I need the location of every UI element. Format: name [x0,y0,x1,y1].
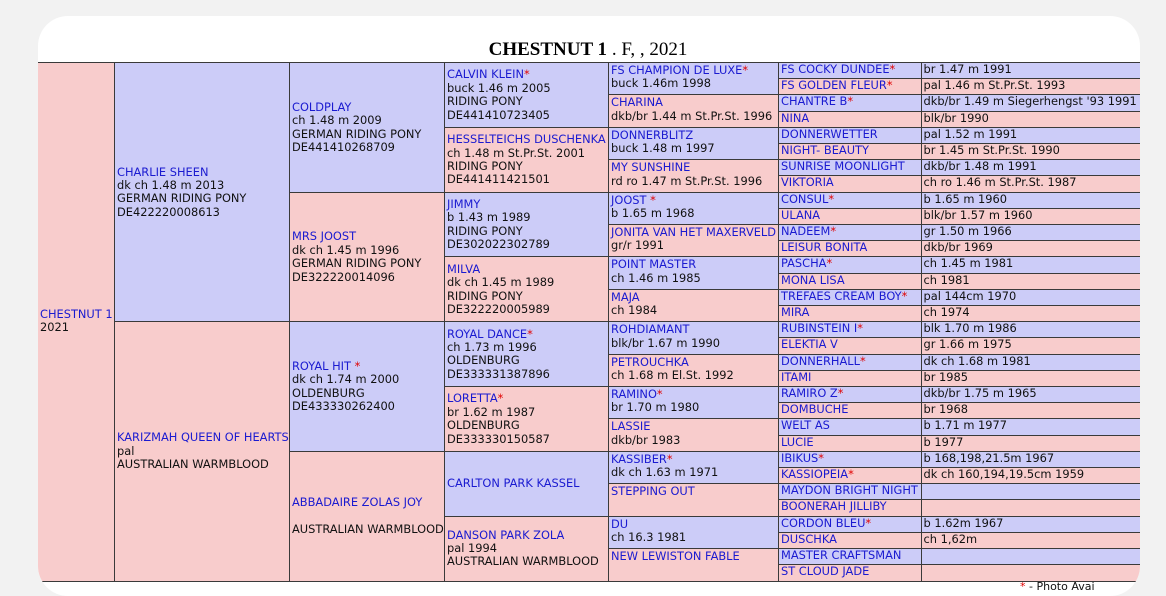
horse-name-link[interactable]: WELT AS [781,418,830,433]
photo-star-icon: * [742,63,749,77]
horse-info-text: ch 1981 [923,272,970,287]
horse-info-text: gr 1.66 m 1975 [923,337,1012,352]
horse-detail-line: pal [117,443,135,458]
horse-info-text: dkb/br 1.75 m 1965 [923,386,1037,400]
horse-cell [608,192,780,226]
horse-info-text: blk/br 1.57 m 1960 [923,207,1033,222]
horse-info-text: ch 1,62m [923,531,978,546]
horse-cell [114,321,291,582]
horse-cell [778,240,922,258]
horse-cell [778,159,922,177]
horse-detail-line: GERMAN RIDING PONY [292,256,422,271]
horse-name-link[interactable]: PETROUCHKA [611,354,689,369]
horse-cell [778,402,922,420]
horse-info-cell [921,321,1141,339]
horse-cell [608,62,780,96]
horse-cell [778,127,922,145]
horse-cell [778,208,922,226]
horse-detail-line: GERMAN RIDING PONY [117,191,247,206]
horse-info-cell [921,418,1141,436]
horse-info-cell [921,370,1141,388]
horse-name-link[interactable]: ULANA [781,207,821,222]
horse-cell [778,94,922,112]
horse-detail-line: AUSTRALIAN WARMBLOOD [292,522,444,537]
horse-info-text: dk ch 1.68 m 1981 [923,353,1031,368]
horse-cell [444,256,610,322]
horse-cell [608,127,780,161]
horse-name-link[interactable]: JONITA VAN HET MAXERVELD [611,225,777,239]
horse-cell [608,224,780,258]
horse-name-link[interactable]: SUNRISE MOONLIGHT [781,159,905,174]
photo-star-icon: * [497,391,504,406]
horse-cell [608,548,780,582]
horse-cell [778,321,922,339]
horse-info-cell [921,111,1141,129]
horse-name-link[interactable]: RAMIRO Z* [781,386,844,400]
horse-cell [778,289,922,307]
photo-star-icon: * [857,321,863,336]
horse-detail-line: DE333331387896 [447,366,550,381]
horse-info-cell [921,208,1141,226]
horse-name-link[interactable]: MONA LISA [781,272,845,287]
horse-name-link[interactable]: HESSELTEICHS DUSCHENKA [447,132,606,147]
pedigree-card [38,16,1140,596]
horse-info-text: b 168,198,21.5m 1967 [923,450,1055,465]
horse-info-cell [921,435,1141,453]
horse-info-cell [921,337,1141,355]
horse-cell [778,370,922,388]
horse-name-link[interactable]: FS GOLDEN FLEUR* [781,78,893,93]
horse-cell [289,62,446,193]
horse-cell [444,386,610,452]
horse-cell [608,483,780,517]
horse-cell [778,451,922,469]
horse-name-link[interactable]: CHARINA [611,95,663,110]
horse-cell [778,111,922,129]
horse-name-link[interactable]: CARLTON PARK KASSEL [447,476,580,491]
horse-info-text: pal 144cm 1970 [923,288,1017,303]
horse-info-text: ch ro 1.46 m St.Pr.St. 1987 [923,175,1077,190]
horse-cell [289,192,446,323]
horse-name-link[interactable]: CORDON BLEU* [781,515,872,530]
horse-cell [778,548,922,566]
photo-star-icon: * [826,256,833,271]
horse-detail-line: GERMAN RIDING PONY [292,126,422,141]
horse-detail-line: ch 16.3 1981 [611,530,687,544]
horse-name-link[interactable]: PASCHA* [781,256,833,271]
horse-detail-line: 2021 [40,320,69,335]
horse-info-cell [921,78,1141,96]
horse-detail-line: AUSTRALIAN WARMBLOOD [117,457,269,472]
horse-detail-line: RIDING PONY [447,158,523,173]
horse-cell [778,192,922,210]
horse-detail-line: ch 1.48 m 2009 [292,113,382,128]
horse-cell [778,337,922,355]
horse-detail-line: OLDENBURG [447,418,520,433]
horse-cell [608,256,780,290]
horse-detail-line: dk ch 1.63 m 1971 [611,465,719,480]
horse-detail-line: b 1.65 m 1968 [611,206,695,220]
title-details: . F, , 2021 [607,39,688,60]
photo-star-icon: * [865,515,872,530]
horse-info-cell [921,483,1141,501]
horse-name-link[interactable]: MY SUNSHINE [611,160,691,175]
horse-info-text: dkb/br 1.49 m Siegerhengst '93 1991 [923,94,1137,109]
photo-star-icon: * [646,192,656,207]
horse-detail-line: DE441410268709 [292,139,395,154]
horse-name-link[interactable]: ITAMI [781,369,812,384]
horse-info-text: b 1977 [923,434,964,449]
horse-detail-line: dkb/br 1983 [611,432,681,447]
horse-detail-line: br 1.62 m 1987 [447,404,536,419]
horse-detail-line: dk ch 1.74 m 2000 [292,372,400,387]
horse-cell [778,467,922,485]
photo-star-icon: * [818,450,824,465]
horse-info-cell [921,386,1141,404]
horse-name-link[interactable]: MASTER CRAFTSMAN [781,548,902,562]
horse-detail-line: ch 1.48 m St.Pr.St. 2001 [447,145,585,160]
horse-detail-line: buck 1.46m 1998 [611,76,711,91]
horse-name-link[interactable]: STEPPING OUT [611,484,695,499]
horse-info-text: blk 1.70 m 1986 [923,321,1017,336]
horse-cell [444,62,610,128]
horse-detail-line: DE322220005989 [447,301,550,316]
horse-name-link[interactable]: KASSIOPEIA* [781,467,854,481]
photo-available-note [1020,580,1095,593]
horse-cell [778,435,922,453]
horse-info-text: dkb/br 1969 [923,240,993,255]
horse-detail-line: DE333330150587 [447,431,550,446]
horse-info-cell [921,62,1141,80]
horse-cell [608,386,780,420]
horse-detail-line: b 1.43 m 1989 [447,210,531,225]
photo-star-icon: * [828,191,835,206]
photo-star-icon: * [837,386,844,400]
horse-name-link[interactable]: FS CHAMPION DE LUXE* [611,63,749,77]
horse-name-link[interactable]: KARIZMAH QUEEN OF HEARTS [117,430,289,445]
horse-cell [778,564,922,582]
horse-cell [778,175,922,193]
horse-cell [444,451,610,517]
horse-info-text: dk ch 160,194,19.5cm 1959 [923,467,1085,481]
horse-detail-line: gr/r 1991 [611,238,665,253]
horse-info-cell [921,94,1141,112]
horse-info-cell [921,532,1141,550]
title-horse-name: CHESTNUT 1 [488,39,608,60]
horse-name-link[interactable]: MILVA [447,261,481,276]
horse-cell [444,321,610,387]
horse-cell [778,499,922,517]
horse-detail-line: DE422220008613 [117,204,220,219]
horse-cell [608,354,780,388]
horse-info-cell [921,354,1141,372]
photo-star-icon: * [901,288,908,303]
horse-info-cell [921,289,1141,307]
horse-name-link[interactable]: JOOST * [611,192,656,207]
horse-info-cell [921,143,1141,161]
horse-detail-line: buck 1.48 m 1997 [611,141,715,156]
horse-cell [38,62,116,582]
horse-info-cell [921,305,1141,323]
horse-detail-line: ch 1.46 m 1985 [611,270,701,285]
horse-info-text: ch 1974 [923,305,970,319]
horse-name-link[interactable]: ELEKTIA V [781,337,838,352]
horse-info-text: pal 1.46 m St.Pr.St. 1993 [923,78,1066,93]
horse-cell [778,305,922,323]
horse-cell [608,289,780,323]
horse-info-text: gr 1.50 m 1966 [923,224,1012,238]
horse-cell [778,78,922,96]
horse-name-link[interactable]: BOONERAH JILLIBY [781,499,887,514]
horse-name-link[interactable]: LASSIE [611,419,651,434]
horse-detail-line: dk ch 1.45 m 1996 [292,242,400,257]
horse-detail-line [292,510,443,523]
horse-detail-line: dk ch 1.45 m 1989 [447,275,555,290]
photo-star-icon: * [666,451,673,466]
horse-cell [608,94,780,128]
horse-name-link[interactable]: CHANTRE B* [781,94,854,109]
horse-info-cell [921,240,1141,258]
horse-info-text: br 1.47 m 1991 [923,62,1012,76]
horse-name-link[interactable]: DOMBUCHE [781,402,849,417]
horse-detail-line: dk ch 1.48 m 2013 [117,177,225,192]
horse-info-cell [921,256,1141,274]
horse-name-link[interactable]: DU [611,516,629,531]
horse-name-link[interactable]: TREFAES CREAM BOY* [781,288,908,303]
horse-info-text: br 1985 [923,369,969,384]
horse-cell [778,532,922,550]
horse-name-link[interactable]: RUBINSTEIN I* [781,321,863,336]
horse-cell [444,192,610,258]
horse-info-cell [921,402,1141,420]
horse-info-text: blk/br 1990 [923,110,989,125]
horse-cell [778,516,922,534]
horse-info-cell [921,224,1141,242]
horse-name-link[interactable]: NIGHT- BEAUTY [781,143,869,157]
horse-info-cell [921,159,1141,177]
horse-name-link[interactable]: DONNERWETTER [781,126,878,141]
horse-detail-line: ch 1.73 m 1996 [447,339,537,354]
horse-cell [778,386,922,404]
horse-name-link[interactable]: KASSIBER* [611,451,673,466]
horse-name-link[interactable]: RAMINO* [611,387,663,401]
horse-detail-line: ch 1984 [611,303,658,318]
horse-cell [608,451,780,485]
horse-info-cell [921,467,1141,485]
horse-detail-line: DE441411421501 [447,172,550,187]
photo-star-icon: * [859,353,866,368]
horse-info-cell [921,192,1141,210]
page-title [38,39,1138,61]
horse-cell [778,483,922,501]
horse-detail-line: dkb/br 1.44 m St.Pr.St. 1996 [611,108,773,123]
horse-name-link[interactable]: MIRA [781,305,810,319]
photo-star-icon: * [886,78,893,93]
horse-cell [778,273,922,291]
horse-info-cell [921,127,1141,145]
horse-name-link[interactable]: MRS JOOST [292,229,357,244]
horse-info-text: ch 1.45 m 1981 [923,256,1014,271]
horse-cell [444,516,610,582]
horse-cell [778,143,922,161]
horse-detail-line: AUSTRALIAN WARMBLOOD [447,554,599,569]
photo-star-icon: * [830,224,837,238]
horse-name-link[interactable]: MAJA [611,289,640,304]
horse-name-link[interactable]: ROYAL DANCE* [447,326,533,341]
horse-name-link[interactable]: ABBADAIRE ZOLAS JOY [292,495,423,510]
horse-name-link[interactable]: FS COCKY DUNDEE* [781,62,896,76]
horse-name-link[interactable]: DONNERBLITZ [611,127,694,142]
horse-name-link[interactable]: COLDPLAY [292,99,352,114]
horse-detail-line: RIDING PONY [447,94,523,109]
horse-name-link[interactable]: VIKTORIA [781,175,834,190]
horse-cell [289,451,446,582]
horse-detail-line: buck 1.46 m 2005 [447,80,551,95]
horse-name-link[interactable]: CALVIN KLEIN* [447,67,530,82]
horse-name-link[interactable]: CHESTNUT 1 [40,307,113,321]
horse-info-text: pal 1.52 m 1991 [923,126,1018,141]
horse-name-link[interactable]: POINT MASTER [611,257,697,272]
horse-name-link[interactable]: MAYDON BRIGHT NIGHT [781,483,918,498]
horse-cell [778,62,922,80]
horse-cell [608,516,780,550]
horse-name-link[interactable]: CONSUL* [781,191,835,206]
horse-name-link[interactable]: LEISUR BONITA [781,240,868,255]
photo-star-icon: * [656,387,663,401]
horse-info-text: br 1968 [923,402,969,417]
horse-cell [778,224,922,242]
horse-name-link[interactable]: LORETTA* [447,391,504,406]
horse-info-cell [921,548,1141,566]
horse-info-cell [921,175,1141,193]
horse-info-cell [921,516,1141,534]
horse-detail-line: OLDENBURG [447,353,520,368]
horse-name-link[interactable]: IBIKUS* [781,450,824,465]
horse-name-link[interactable]: DUSCHKA [781,531,837,546]
horse-detail-line: ch 1.68 m El.St. 1992 [611,368,734,382]
horse-cell [778,256,922,274]
horse-info-text: br 1.45 m St.Pr.St. 1990 [923,143,1060,157]
photo-star-icon: * [524,67,530,82]
horse-cell [114,62,291,323]
horse-name-link[interactable]: LUCIE [781,434,814,449]
horse-detail-line: DE441410723405 [447,107,550,122]
horse-info-text: b 1.71 m 1977 [923,418,1008,433]
horse-name-link[interactable]: DANSON PARK ZOLA [447,527,565,542]
horse-info-cell [921,273,1141,291]
photo-star-icon: * [889,62,896,76]
horse-detail-line: br 1.70 m 1980 [611,400,700,415]
horse-cell [608,321,780,355]
horse-name-link[interactable]: NINA [781,110,810,125]
horse-detail-line: OLDENBURG [292,385,365,400]
horse-cell [608,418,780,452]
horse-detail-line: blk/br 1.67 m 1990 [611,335,721,350]
horse-detail-line: pal 1994 [447,541,497,556]
horse-detail-line: DE433330262400 [292,399,395,414]
horse-cell [608,159,780,193]
horse-name-link[interactable]: ROYAL HIT * [292,358,361,373]
horse-name-link[interactable]: ST CLOUD JADE [781,564,870,579]
horse-detail-line: DE302022302789 [447,237,550,252]
horse-detail-line: RIDING PONY [447,223,523,238]
horse-name-link[interactable]: NEW LEWISTON FABLE [611,549,740,563]
horse-info-cell [921,499,1141,517]
photo-star-icon: * [847,94,854,109]
photo-star-icon: * [1020,580,1026,593]
horse-detail-line: DE322220014096 [292,269,395,284]
horse-name-link[interactable]: DONNERHALL* [781,353,866,368]
horse-info-text: b 1.65 m 1960 [923,191,1008,206]
horse-name-link[interactable]: CHARLIE SHEEN [117,164,209,179]
horse-detail-line: rd ro 1.47 m St.Pr.St. 1996 [611,173,763,188]
horse-info-cell [921,451,1141,469]
horse-name-link[interactable]: JIMMY [447,196,481,211]
horse-cell [778,418,922,436]
horse-cell [444,127,610,193]
photo-star-icon: * [848,467,854,481]
horse-cell [289,321,446,452]
horse-detail-line: RIDING PONY [447,288,523,303]
horse-name-link[interactable]: ROHDIAMANT [611,322,690,337]
photo-note-text: - Photo Avai [1025,580,1095,593]
horse-cell [778,354,922,372]
horse-name-link[interactable]: NADEEM* [781,224,837,238]
photo-star-icon: * [350,358,361,373]
photo-star-icon: * [527,326,533,341]
horse-info-text: dkb/br 1.48 m 1991 [923,159,1037,174]
horse-info-text: b 1.62m 1967 [923,515,1004,530]
